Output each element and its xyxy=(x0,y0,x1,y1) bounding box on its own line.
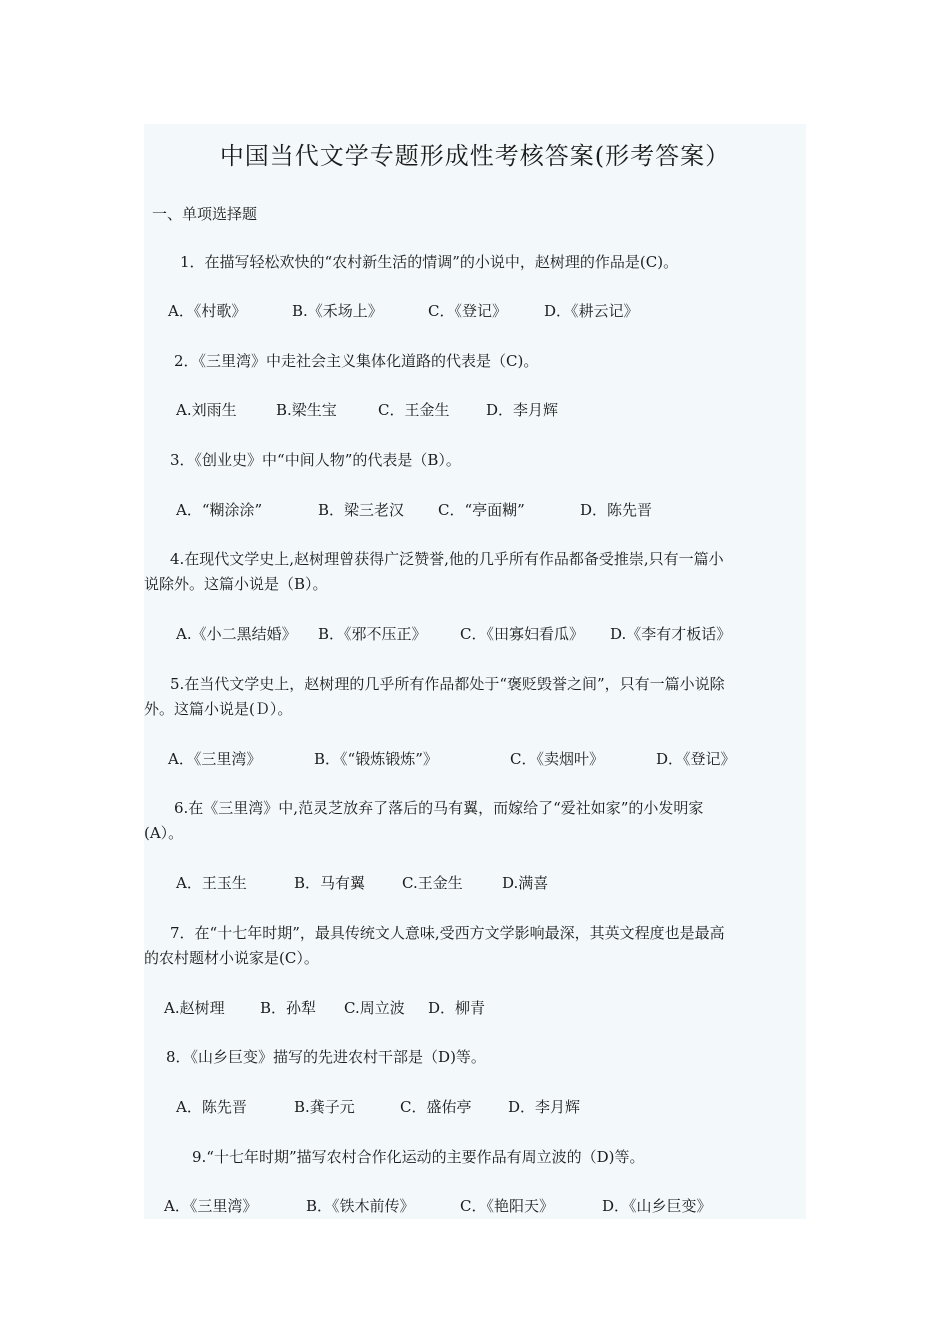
option-d: D．《登记》 xyxy=(656,750,736,768)
option-b: B.梁生宝 xyxy=(276,401,337,419)
option-b: B．马有翼 xyxy=(294,874,366,892)
option-a: A．《三里湾》 xyxy=(164,1197,258,1215)
question-1: 1．在描写轻松欢快的“农村新生活的情调”的小说中，赵树理的作品是(C)。 xyxy=(180,253,679,271)
question-6 xyxy=(144,796,806,846)
question-4-line-1: 4.在现代文学史上,赵树理曾获得广泛赞誉,他的几乎所有作品都备受推崇,只有一篇小 xyxy=(170,550,724,568)
option-b: B．孙犁 xyxy=(260,999,317,1017)
question-2: 2．《三里湾》中走社会主义集体化道路的代表是（C)。 xyxy=(174,352,539,370)
document-page xyxy=(144,124,806,1219)
question-7-line-2: 的农村题材小说家是(C）。 xyxy=(144,949,319,967)
question-5-options xyxy=(168,749,736,769)
question-8-options xyxy=(176,1097,580,1117)
question-2-options xyxy=(176,400,558,420)
option-c: C．《艳阳天》 xyxy=(460,1197,554,1215)
option-c: C.周立波 xyxy=(344,999,405,1017)
option-a: A．陈先晋 xyxy=(176,1098,247,1116)
option-c: C．王金生 xyxy=(378,401,450,419)
option-d: D．《山乡巨变》 xyxy=(602,1197,712,1215)
question-6-line-1: 6.在《三里湾》中,范灵芝放弃了落后的马有翼，而嫁给了“爱社如家”的小发明家 xyxy=(174,799,704,817)
section-heading: 一、单项选择题 xyxy=(152,205,258,223)
option-d: D.满喜 xyxy=(502,874,549,892)
option-b: B.龚子元 xyxy=(294,1098,355,1116)
question-7-options xyxy=(164,998,485,1018)
option-c: C．盛佑亭 xyxy=(400,1098,472,1116)
option-a: A．王玉生 xyxy=(176,874,247,892)
option-a: A．《三里湾》 xyxy=(168,750,262,768)
option-d: D．李月辉 xyxy=(486,401,559,419)
question-5-line-1: 5.在当代文学史上，赵树理的几乎所有作品都处于“褒贬毁誉之间”，只有一篇小说除 xyxy=(170,675,725,693)
question-5 xyxy=(144,672,806,722)
question-8: 8．《山乡巨变》描写的先进农村干部是（D)等。 xyxy=(166,1048,486,1066)
question-3-options xyxy=(176,500,652,520)
question-7-line-1: 7．在“十七年时期”，最具传统文人意味,受西方文学影响最深，其英文程度也是最高 xyxy=(170,924,725,942)
option-c: C．“亭面糊” xyxy=(438,501,525,519)
question-6-line-2: (A）。 xyxy=(144,824,184,842)
question-5-line-2: 外。这篇小说是(Ｄ）。 xyxy=(144,700,293,718)
question-9: 9.“十七年时期”描写农村合作化运动的主要作品有周立波的（D)等。 xyxy=(192,1148,645,1166)
option-d: D．李月辉 xyxy=(508,1098,581,1116)
option-a: A.赵树理 xyxy=(164,999,225,1017)
option-a: A．《村歌》 xyxy=(168,302,247,320)
option-b: B.《禾场上》 xyxy=(292,302,383,320)
question-9-options xyxy=(164,1196,712,1216)
option-a: A.《小二黑结婚》 xyxy=(176,625,297,643)
option-c: C．《田寡妇看瓜》 xyxy=(460,625,584,643)
option-a: A．“糊涂涂” xyxy=(176,501,263,519)
option-c: C．《卖烟叶》 xyxy=(510,750,604,768)
document-title: 中国当代文学专题形成性考核答案(形考答案） xyxy=(219,142,731,170)
option-b: B．《邪不压正》 xyxy=(318,625,427,643)
option-b: B．梁三老汉 xyxy=(318,501,405,519)
option-c: C．《登记》 xyxy=(428,302,507,320)
option-b: B．《“锻炼锻炼”》 xyxy=(314,750,438,768)
option-b: B．《铁木前传》 xyxy=(306,1197,415,1215)
option-d: D．陈先晋 xyxy=(580,501,653,519)
question-3: 3．《创业史》中“中间人物”的代表是（B）。 xyxy=(170,451,461,469)
question-1-options xyxy=(168,301,639,321)
question-4 xyxy=(144,547,806,597)
option-c: C.王金生 xyxy=(402,874,463,892)
question-4-options xyxy=(176,624,731,644)
option-d: D．柳青 xyxy=(428,999,486,1017)
option-d: D．《耕云记》 xyxy=(544,302,639,320)
option-d: D.《李有才板话》 xyxy=(610,625,732,643)
question-7 xyxy=(144,921,806,971)
option-a: A.刘雨生 xyxy=(176,401,237,419)
question-4-line-2: 说除外。这篇小说是（B）。 xyxy=(144,575,328,593)
question-6-options xyxy=(176,873,548,893)
